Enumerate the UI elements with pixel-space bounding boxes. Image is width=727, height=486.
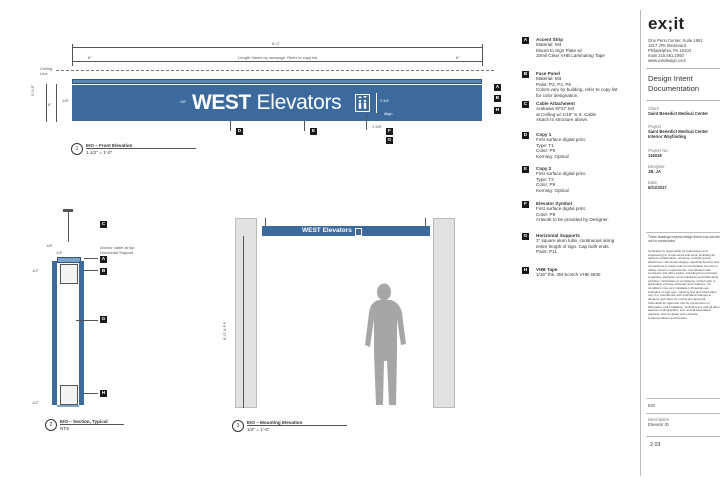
accent-strip <box>72 79 482 84</box>
address-line: main 215.561.1950 <box>648 53 684 58</box>
leader-e <box>304 121 305 131</box>
project-label: Project <box>648 124 662 129</box>
mount-cable-left <box>265 218 266 226</box>
tag-b-section: B <box>101 269 106 274</box>
leader-f <box>366 114 367 130</box>
legend-line: Color: P9 <box>536 148 556 154</box>
overall-dimension: 6'-0" <box>272 41 280 46</box>
client-value: Saint Benedict Medical Center <box>648 111 709 116</box>
dim-tick-right <box>482 44 483 66</box>
leader-h-section <box>84 393 98 394</box>
view-title-1-underline <box>86 148 196 149</box>
tag-c-section: C <box>101 222 106 227</box>
project-value: Saint Benedict Medical Center Interior Wayfinding <box>648 129 709 139</box>
legend-line: Paint: P11 <box>536 249 557 255</box>
legend-tag-e: E <box>523 167 528 172</box>
legend-tag-f: F <box>522 201 529 208</box>
leader-b-section <box>84 270 98 271</box>
disclaimer-short: These drawings express design intent only and are not for construction. <box>648 235 720 243</box>
legend-title-g: Horizontal Supports <box>536 233 580 238</box>
section-dim-1: 1/8" <box>46 243 53 248</box>
view-title-2-underline <box>60 424 124 425</box>
description-label: Description <box>648 417 669 422</box>
leader-g-section <box>76 320 98 321</box>
left-dimension: 6" <box>88 55 92 60</box>
legend-line: 10mil Clear VHB Laminating Tape <box>536 53 605 59</box>
tag-a-section: A <box>101 257 106 262</box>
height-dim-1: 5'-9.5" <box>30 84 35 96</box>
legend-title-f: Elevator Symbol <box>536 201 572 206</box>
legend-line: at Ceiling w/ 1/16" S.S. Cable <box>536 111 597 117</box>
legend-line: Material: M4 <box>536 42 562 48</box>
date-label: Date <box>648 180 657 185</box>
legend-line: for color designation. <box>536 92 579 98</box>
legend-title-a: Accent Strip <box>536 37 564 42</box>
height-dim-line-2 <box>56 84 57 122</box>
mounted-sign-text: WEST Elevators <box>302 227 352 234</box>
one-eighth-label: 1/8" <box>180 100 187 104</box>
offset-dim: 1 5/8" <box>372 124 383 129</box>
sheet-number: 2.03 <box>650 442 661 448</box>
legend-line: Colors vary by building, refer to copy list <box>536 87 618 93</box>
ceiling-anchor <box>63 209 73 212</box>
cable-line <box>68 212 69 242</box>
copy-height: 2 3/4" <box>380 99 390 103</box>
mounting-height-line <box>243 236 244 408</box>
view-scale-2: NTS <box>60 426 70 431</box>
height-dim-line-1 <box>46 84 47 122</box>
anchor-note: Anchor cable at top Horizontal Support <box>100 245 135 255</box>
tb-separator-5 <box>646 413 720 414</box>
sign-copy <box>192 90 341 116</box>
legend-line: Type: T1 <box>536 142 554 148</box>
tb-separator-2 <box>646 100 720 101</box>
company-address <box>648 38 720 63</box>
view-title-3: EIO – Mounting Elevation <box>247 420 303 425</box>
legend-tag-d: D <box>523 133 528 138</box>
legend-line: Kerning: Optical <box>536 153 569 159</box>
section-bottom-strip <box>57 405 79 407</box>
legend-line: Attach to structure above. <box>536 117 589 123</box>
phase-title: Design Intent Documentation <box>648 74 700 93</box>
disclaimer-long: Contractor is responsible for final design and engineering of components and work, including all aspects of fabrication, structure, anchoring and attachment. Structural integrity, electrical function and connections to power and communication sources to satisfy owner's requirements. Coordination with contractor and other trades, including but not limited to lighting, electrical, communications and fabricating activities. Verification of compliance of field work to application of these drawings and notations. All conditions may vary installation. Drawings are indicative of sign type, showing text and information only if in coincidence with submitted changes to designer and client for review and approval. Submittals for approval. Not for construction or fabrication until installation, including any and all other features of all graphics, text, and all associated graphics, and complete cost estimate, implementations and finishes. <box>648 249 720 320</box>
view-scale-3: 1/2" = 1'-0" <box>247 427 270 432</box>
section-dim-2: 1/4" <box>56 250 63 255</box>
client-label: Client <box>648 106 659 111</box>
date-value: 6/21/2017 <box>648 185 667 190</box>
legend-tag-b: B <box>523 72 528 77</box>
leader-d <box>230 121 231 131</box>
project-no-value: 116028 <box>648 153 662 158</box>
legend-line: First surface digital print. <box>536 206 587 212</box>
address-line: www.exitdesign.com <box>648 58 686 63</box>
tb-separator-4 <box>646 398 720 399</box>
legend-line: Mount to Sign Plate w/ <box>536 47 582 53</box>
legend-line: 1" square alum tube, continuous along <box>536 238 615 244</box>
legend-line: Kerning: Optical <box>536 187 569 193</box>
legend-tag-h: H <box>523 268 528 273</box>
section-dim-4: 1/2" <box>32 400 39 405</box>
section-panel-left <box>52 261 57 405</box>
sign-copy-light: Elevators <box>256 91 342 114</box>
legend-title-h: VHB Tape <box>536 267 558 272</box>
tb-separator-1 <box>646 68 720 69</box>
elevator-icon <box>355 94 370 112</box>
legend-line: Color: P9 <box>536 211 556 217</box>
legend-line: Artwork to be provided by Designer. <box>536 217 609 223</box>
tag-a-front: A <box>495 85 500 90</box>
view-title-2: EIO – Section, Typical <box>60 419 108 424</box>
tb-separator-3 <box>646 232 720 233</box>
tag-h-section: H <box>101 391 106 396</box>
tag-e: E <box>311 129 316 134</box>
legend-line: Material: M3 <box>536 76 562 82</box>
view-number-3: 3 <box>232 420 244 432</box>
legend-line: entire length of sign. Cap both ends. <box>536 243 610 249</box>
legend-title-b: Face Panel <box>536 71 561 76</box>
section-accent-strip <box>57 257 81 263</box>
dim-tick-left <box>72 44 73 66</box>
align-label: Align <box>384 112 393 116</box>
height-dim-2: 6" <box>48 102 52 107</box>
legend-title-e: Copy 2 <box>536 166 552 171</box>
description-value: Elevator ID <box>648 422 669 427</box>
legend-title-c: Cable Attachment <box>536 101 575 106</box>
mount-cable-right <box>425 218 426 226</box>
tag-d: D <box>237 129 242 134</box>
title-block-divider <box>640 10 641 476</box>
ceiling-line-label: Ceiling Line <box>40 66 53 76</box>
horizontal-support-top <box>60 264 78 284</box>
designer-value: JB, JA <box>648 169 662 174</box>
tag-g-section: G <box>101 317 106 322</box>
project-no-label: Project No <box>648 148 668 153</box>
section-dim-3: 1/2" <box>32 268 39 273</box>
tag-g-front: G <box>387 138 392 143</box>
mounting-height: 8'-0" A.F.F. <box>222 321 227 340</box>
address-line: One Penn Center, Suite 1661 <box>648 38 703 43</box>
view-number-2: 2 <box>45 419 57 431</box>
mounted-elevator-icon <box>355 228 362 236</box>
tb-separator-6 <box>646 436 720 437</box>
view-scale-1: 1 1/2" = 1'-0" <box>86 150 113 155</box>
length-note: Length Varies by message. Refer to copy list <box>238 55 318 60</box>
legend-tag-g: G <box>523 234 528 239</box>
tag-h-front: H <box>495 108 500 113</box>
exit-logo: ex;it <box>648 14 685 33</box>
legend-line: First surface digital print. <box>536 171 587 177</box>
leader-a-section <box>84 258 98 259</box>
sheet-title: EIO <box>648 403 656 408</box>
view-title-3-underline <box>247 425 347 426</box>
ceiling-line <box>56 70 494 71</box>
legend-tag-a: A <box>523 38 528 43</box>
horizontal-support-bottom <box>60 385 78 405</box>
legend-line: First surface digital print. <box>536 137 587 143</box>
legend-line: 1/16" thk. 3M Scotch VHB 4930 <box>536 272 601 278</box>
designer-label: Designer <box>648 164 665 169</box>
view-title-1: EIO – Front Elevation <box>86 143 133 148</box>
sub-dimension-line <box>72 61 482 62</box>
right-dimension: 6" <box>456 55 460 60</box>
view-number-1: 1 <box>71 143 83 155</box>
section-panel-right <box>79 261 84 405</box>
height-dim-3: 1/8" <box>62 98 69 103</box>
tag-f: F <box>386 128 393 135</box>
legend-line: Arakawa SF37 Set <box>536 106 575 112</box>
overall-dimension-line <box>72 47 482 48</box>
tag-b-front: B <box>495 96 500 101</box>
legend-line: Type: T2 <box>536 176 554 182</box>
address-line: Philadelphia, PA 19103 <box>648 48 691 53</box>
person-silhouette <box>360 283 412 413</box>
legend-line: Paint: P2, P4, P6 <box>536 81 571 87</box>
address-line: 1617 JFK Boulevard <box>648 43 686 48</box>
legend-tag-c: C <box>523 102 528 107</box>
copy-height-line <box>376 93 377 113</box>
legend-line: Color: P9 <box>536 182 556 188</box>
legend-title-d: Copy 1 <box>536 132 552 137</box>
sign-copy-bold: WEST <box>192 91 251 114</box>
